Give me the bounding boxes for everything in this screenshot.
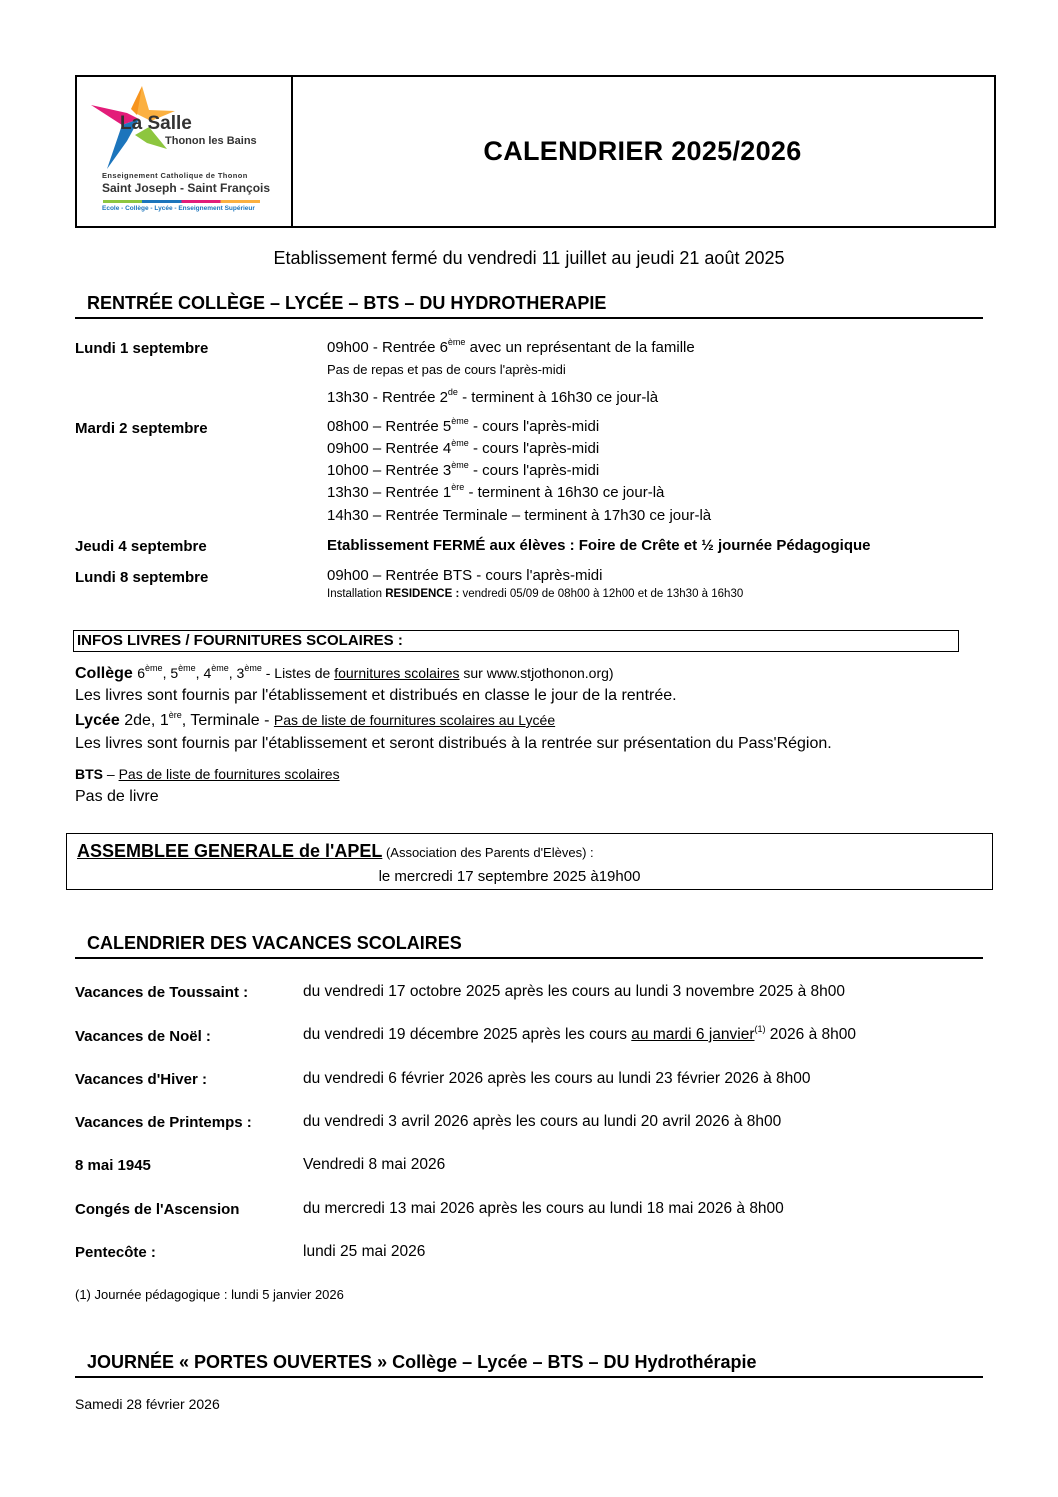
logo-city: Thonon les Bains — [165, 135, 257, 147]
holiday-label: 8 mai 1945 — [75, 1157, 151, 1174]
apel-subtitle: (Association des Parents d'Elèves) : — [382, 845, 594, 860]
holiday-label: Vacances d'Hiver : — [75, 1071, 207, 1088]
section-title-vacances: CALENDRIER DES VACANCES SCOLAIRES — [75, 933, 983, 959]
holiday-label: Vacances de Noël : — [75, 1028, 211, 1045]
schedule-line: 13h30 – Rentrée 1ère - terminent à 16h30 ce jour-là — [327, 482, 665, 501]
closure-notice: Etablissement fermé du vendredi 11 juillet au jeudi 21 août 2025 — [273, 248, 785, 268]
holiday-dates: du vendredi 6 février 2026 après les cours au lundi 23 février 2026 à 8h00 — [303, 1070, 811, 1087]
apel-title: ASSEMBLEE GENERALE de l'APEL — [77, 841, 383, 861]
logo-color-bar — [103, 200, 260, 203]
header-box — [75, 75, 996, 228]
holiday-label: Congés de l'Ascension — [75, 1201, 240, 1218]
logo-name: La Salle — [120, 113, 192, 134]
college-books: Les livres sont fournis par l'établissement et distribués en classe le jour de la rentrée. — [75, 687, 677, 704]
day-label: Jeudi 4 septembre — [75, 538, 207, 555]
holiday-dates: du vendredi 3 avril 2026 après les cours au lundi 20 avril 2026 à 8h00 — [303, 1113, 782, 1130]
schedule-line: 10h00 – Rentrée 3ème - cours l'après-midi — [327, 460, 600, 479]
infos-title-box: INFOS LIVRES / FOURNITURES SCOLAIRES : — [73, 630, 959, 652]
residence-note: Installation RESIDENCE : vendredi 05/09 de 08h00 à 12h00 et de 13h30 à 16h30 — [327, 588, 744, 600]
logo-schools: Saint Joseph - Saint François — [102, 181, 271, 195]
holiday-dates: du mercredi 13 mai 2026 après les cours au lundi 18 mai 2026 à 8h00 — [303, 1200, 784, 1217]
title-cell — [291, 77, 994, 226]
closure-day-note: Etablissement FERMÉ aux élèves : Foire de Crête et ½ journée Pédagogique — [327, 537, 871, 554]
schedule-line: 09h00 - Rentrée 6ème avec un représentant de la famille — [327, 337, 695, 356]
holiday-label: Vacances de Printemps : — [75, 1114, 252, 1131]
day-label: Lundi 1 septembre — [75, 340, 209, 357]
page-title: CALENDRIER 2025/2026 — [483, 136, 802, 166]
open-day-date: Samedi 28 février 2026 — [75, 1396, 220, 1412]
holiday-dates: Vendredi 8 mai 2026 — [303, 1156, 446, 1173]
day-label: Lundi 8 septembre — [75, 569, 209, 586]
schedule-line: 13h30 - Rentrée 2de - terminent à 16h30 ce jour-là — [327, 387, 659, 406]
bts-fournitures-link[interactable]: Pas de liste de fournitures scolaires — [118, 766, 340, 782]
college-info: Collège 6ème, 5ème, 4ème, 3ème - Listes de fournitures scolaires sur www.stjothonon.org) — [75, 663, 614, 682]
schedule-line: 14h30 – Rentrée Terminale – terminent à 17h30 ce jour-là — [327, 507, 712, 524]
schedule-line: 08h00 – Rentrée 5ème - cours l'après-midi — [327, 416, 600, 435]
schedule-line: 09h00 – Rentrée BTS - cours l'après-midi — [327, 567, 603, 584]
footnote: (1) Journée pédagogique : lundi 5 janvier 2026 — [75, 1287, 344, 1302]
bts-books: Pas de livre — [75, 788, 159, 805]
section-title-portes-ouvertes: JOURNÉE « PORTES OUVERTES » Collège – Lycée – BTS – DU Hydrothérapie — [75, 1352, 983, 1378]
logo-network: Enseignement Catholique de Thonon — [102, 171, 248, 180]
section-title-rentree: RENTRÉE COLLÈGE – LYCÉE – BTS – DU HYDROTHERAPIE — [75, 293, 983, 319]
holiday-dates: du vendredi 19 décembre 2025 après les cours au mardi 6 janvier$^{(1)}$ 2026 à 8h00 — [303, 1024, 857, 1043]
holiday-label: Vacances de Toussaint : — [75, 984, 249, 1001]
logo-levels: Ecole - Collège - Lycée - Enseignement Supérieur — [102, 205, 255, 212]
day-label: Mardi 2 septembre — [75, 420, 208, 437]
schedule-note: Pas de repas et pas de cours l'après-midi — [327, 362, 566, 377]
fournitures-link[interactable]: fournitures scolaires — [334, 665, 460, 681]
holiday-label: Pentecôte : — [75, 1244, 156, 1261]
lycee-books: Les livres sont fournis par l'établissement et seront distribués à la rentrée sur présentation du Pass'Région. — [75, 735, 832, 752]
bts-info: BTS – Pas de liste de fournitures scolaires — [75, 766, 340, 782]
logo — [77, 77, 293, 226]
holiday-dates: du vendredi 17 octobre 2025 après les cours au lundi 3 novembre 2025 à 8h00 — [303, 983, 846, 1000]
schedule-line: 09h00 – Rentrée 4ème - cours l'après-midi — [327, 438, 600, 457]
apel-box — [66, 833, 993, 890]
holiday-dates: lundi 25 mai 2026 — [303, 1243, 426, 1260]
apel-date: le mercredi 17 septembre 2025 à19h00 — [378, 868, 641, 885]
lycee-fournitures-link[interactable]: Pas de liste de fournitures scolaires au Lycée — [273, 712, 556, 728]
lycee-info: Lycée 2de, 1ère, Terminale - Pas de liste de fournitures scolaires au Lycée — [75, 710, 556, 729]
